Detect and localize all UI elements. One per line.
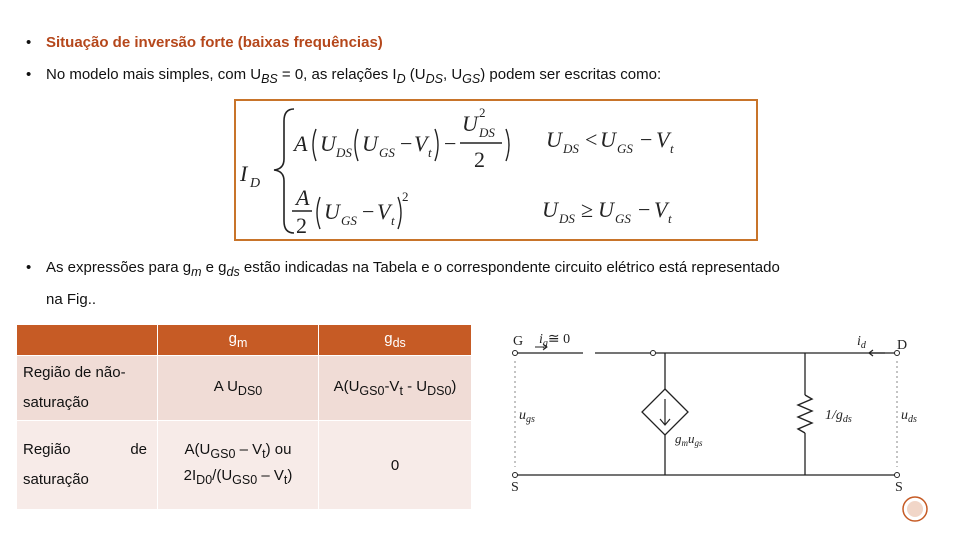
svg-text:U: U [542,197,558,222]
svg-text:DS: DS [336,145,352,160]
slide-number-badge [898,494,932,524]
gate-open-terminal [651,351,656,356]
svg-text:GS: GS [341,213,357,228]
id-equation [236,101,756,239]
svg-text:<: < [585,127,598,152]
label-id: $i_d$ [857,334,866,351]
svg-text:U: U [598,197,614,222]
bullet-dot: • [26,66,32,83]
small-signal-circuit [505,325,945,530]
header-empty-cell [17,325,158,356]
svg-text:t: t [670,141,674,156]
svg-text:2: 2 [296,213,307,238]
svg-text:U: U [320,131,336,156]
source-terminal-right [895,473,900,478]
source-terminal-left [513,473,518,478]
gds-nonsaturation: $A(U_{GS0}-V_t - U_{DS0})$ [319,356,472,421]
gm-gds-table [16,324,472,510]
svg-text:GS: GS [615,211,631,226]
svg-text:−: − [444,131,457,156]
svg-text:I: I [240,161,248,186]
label-ugs: $u_{gs}$ [519,408,535,425]
svg-text:−: − [638,197,651,222]
header-gm: $g_m$ [158,325,319,356]
svg-text:U: U [324,199,340,224]
svg-text:DS: DS [563,141,579,156]
svg-text:2: 2 [479,105,486,120]
svg-text:t: t [668,211,672,226]
svg-text:−: − [400,131,413,156]
table-header-row [17,325,472,356]
gate-terminal [513,351,518,356]
svg-text:DS: DS [479,125,495,140]
svg-text:A: A [296,185,310,210]
table-row [17,421,472,510]
svg-text:A: A [294,131,308,156]
svg-text:V: V [654,197,668,222]
svg-text:U: U [546,127,562,152]
resistor-icon [798,395,812,433]
svg-text:V: V [414,131,428,156]
id-arrow [869,350,885,356]
label-uds: $u_{ds}$ [901,408,917,425]
bullet-3-text: As expressões para $g_m$ e $g_{ds}$ estão indicadas na Tabela e o correspondente circuito elétrico está representado [46,259,780,279]
svg-text:V: V [377,199,391,224]
label-d: D [897,338,908,353]
svg-text:U: U [600,127,616,152]
bullet-dot: • [26,259,32,276]
row-label-nonsaturation: Região de não- saturação [17,356,158,421]
section-title: Situação de inversão forte (baixas frequências) [46,34,383,51]
svg-text:t: t [391,213,395,228]
svg-text:U: U [362,131,378,156]
gm-nonsaturation: A $U_{DS0}$ [158,356,319,421]
equation-box [234,99,758,241]
svg-text:2: 2 [474,147,485,172]
label-resistor: $1/g_{ds}$ [825,408,852,425]
svg-text:≥: ≥ [581,197,594,222]
bullet-dot: • [26,34,32,51]
svg-text:GS: GS [379,145,395,160]
label-ig: $i_g≅$ 0 [539,332,571,349]
label-gmugs: $g_mu_{gs}$ [675,431,703,448]
svg-text:GS: GS [617,141,633,156]
gm-saturation: $A(U_{GS0} - V_t)$ ou $2I_{D0}/(U_{GS0} - V_t)$ [158,421,319,510]
label-s-left: S [511,480,519,495]
svg-text:D: D [250,176,261,191]
label-g: G [513,334,524,349]
svg-text:t: t [428,145,432,160]
bullet-2-text: No modelo mais simples, com $U_{BS} = 0$, as relações $I_D$ ($U_{DS}$, $U_{GS}$) podem ser escritas como: [46,66,662,86]
label-s-right: S [895,480,903,495]
svg-text:−: − [640,127,653,152]
svg-text:2: 2 [402,189,409,204]
svg-text:U: U [462,111,478,136]
svg-text:−: − [362,199,375,224]
gds-saturation: 0 [319,421,472,510]
svg-text:DS: DS [559,211,575,226]
table-row [17,356,472,421]
header-gds: $g_{ds}$ [319,325,472,356]
svg-text:V: V [656,127,670,152]
row-label-saturation: Região de saturação [17,421,158,510]
